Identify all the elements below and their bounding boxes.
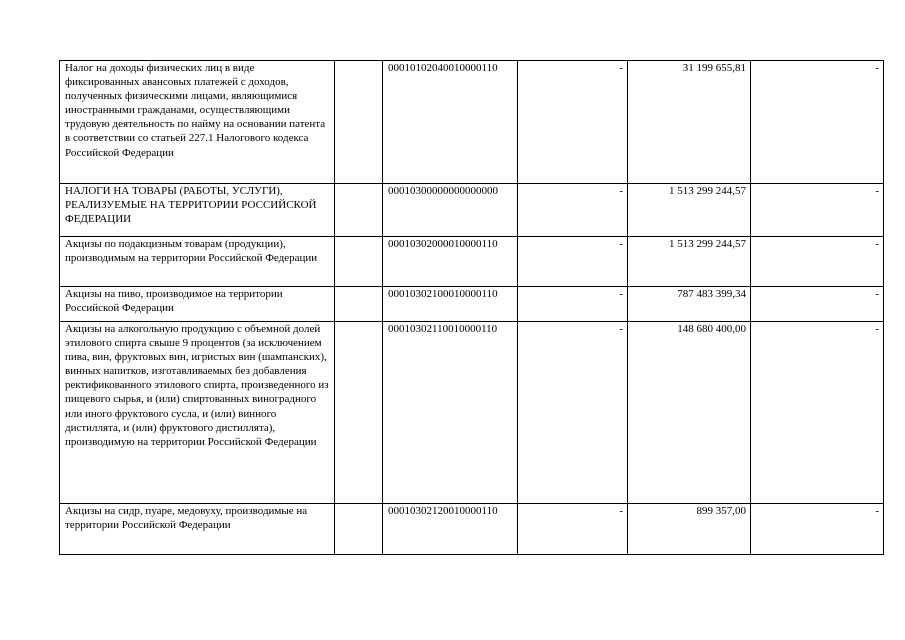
row-code: 00010302000010000110 (383, 237, 518, 287)
row-value-dash: - (751, 237, 884, 287)
row-amount: 1 513 299 244,57 (628, 237, 751, 287)
row-name: Акцизы на пиво, производимое на территории Российской Федерации (60, 287, 335, 322)
empty-cell (335, 237, 383, 287)
row-name: Акцизы на сидр, пуаре, медовуху, производимые на территории Российской Федерации (60, 504, 335, 555)
row-code: 00010302100010000110 (383, 287, 518, 322)
row-amount: 787 483 399,34 (628, 287, 751, 322)
row-value-dash: - (751, 61, 884, 184)
row-amount: 899 357,00 (628, 504, 751, 555)
empty-cell (335, 504, 383, 555)
row-value-dash: - (518, 322, 628, 504)
row-value-dash: - (751, 184, 884, 237)
row-value-dash: - (751, 504, 884, 555)
row-name: Акцизы по подакцизным товарам (продукции), производимым на территории Российской Федерации (60, 237, 335, 287)
row-code: 00010102040010000110 (383, 61, 518, 184)
row-value-dash: - (518, 504, 628, 555)
row-value-dash: - (518, 61, 628, 184)
row-amount: 31 199 655,81 (628, 61, 751, 184)
row-value-dash: - (518, 237, 628, 287)
empty-cell (335, 287, 383, 322)
row-name: Налог на доходы физических лиц в виде фиксированных авансовых платежей с доходов, полученных физическими лицами, являющимися иностранными гражданами, осуществляющими трудовую деятельность по найму на основании патента в соответствии со статьей 227.1 Налогового кодекса Российской Федерации (60, 61, 335, 184)
table-row (60, 61, 884, 184)
row-code: 00010302120010000110 (383, 504, 518, 555)
table-row (60, 322, 884, 504)
table-row (60, 504, 884, 555)
row-value-dash: - (751, 287, 884, 322)
empty-cell (335, 61, 383, 184)
row-amount: 1 513 299 244,57 (628, 184, 751, 237)
row-value-dash: - (518, 184, 628, 237)
empty-cell (335, 322, 383, 504)
table-row (60, 287, 884, 322)
row-name: НАЛОГИ НА ТОВАРЫ (РАБОТЫ, УСЛУГИ), РЕАЛИЗУЕМЫЕ НА ТЕРРИТОРИИ РОССИЙСКОЙ ФЕДЕРАЦИИ (60, 184, 335, 237)
row-amount: 148 680 400,00 (628, 322, 751, 504)
revenue-table (59, 60, 884, 555)
row-name: Акцизы на алкогольную продукцию с объемной долей этилового спирта свыше 9 процентов (за исключением пива, вин, фруктовых вин, игристых вин (шампанских), винных напитков, изготавливаемых без добавления ректификованного этилового спирта, произведенного из пищевого сырья, и (или) спиртованных виноградного или иного фруктового сусла, и (или) винного дистиллята, и (или) фруктового дистиллята), производимую на территории Российской Федерации (60, 322, 335, 504)
table-row (60, 184, 884, 237)
row-code: 00010302110010000110 (383, 322, 518, 504)
row-code: 00010300000000000000 (383, 184, 518, 237)
empty-cell (335, 184, 383, 237)
row-value-dash: - (518, 287, 628, 322)
table-row (60, 237, 884, 287)
row-value-dash: - (751, 322, 884, 504)
